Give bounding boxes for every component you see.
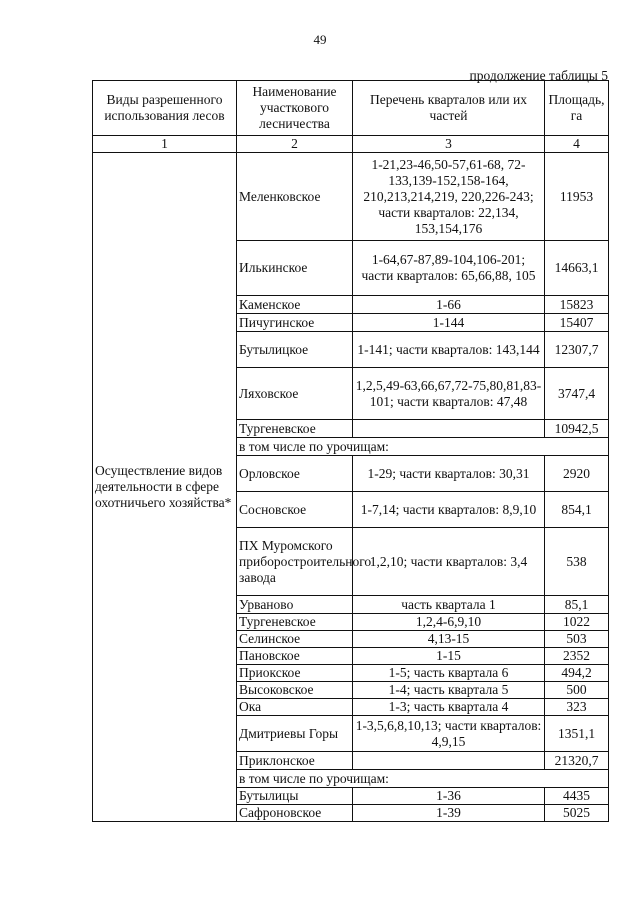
quarters-list: 1,2,4-6,9,10 [353, 614, 545, 631]
area-value: 14663,1 [545, 241, 609, 296]
quarters-list: 1-29; части кварталов: 30,31 [353, 456, 545, 492]
area-value: 1022 [545, 614, 609, 631]
area-value: 2920 [545, 456, 609, 492]
subheader-tracts: в том числе по урочищам: [237, 438, 609, 456]
page-number: 49 [313, 32, 327, 47]
quarters-list [353, 752, 545, 770]
area-value: 1351,1 [545, 716, 609, 752]
header-row [93, 81, 609, 136]
area-value: 500 [545, 682, 609, 699]
tract-name: Селинское [237, 631, 353, 648]
quarters-list: 1-7,14; части кварталов: 8,9,10 [353, 492, 545, 528]
column-number: 2 [237, 136, 353, 153]
tract-name: Пановское [237, 648, 353, 665]
quarters-list: 1-5; часть квартала 6 [353, 665, 545, 682]
quarters-list: 1-15 [353, 648, 545, 665]
column-number-row [93, 136, 609, 153]
district-name: Тургеневское [237, 420, 353, 438]
quarters-list: 1,2,10; части кварталов: 3,4 [353, 528, 545, 596]
area-value: 3747,4 [545, 368, 609, 420]
area-value: 10942,5 [545, 420, 609, 438]
quarters-list: 1-141; части кварталов: 143,144 [353, 332, 545, 368]
header-quarters: Перечень кварталов или их частей [353, 81, 545, 136]
tract-name: Сафроновское [237, 805, 353, 822]
district-name: Приклонское [237, 752, 353, 770]
quarters-list: 1-3; часть квартала 4 [353, 699, 545, 716]
district-name: Каменское [237, 296, 353, 314]
forest-use-table [92, 80, 609, 822]
tract-name: Дмитриевы Горы [237, 716, 353, 752]
area-value: 2352 [545, 648, 609, 665]
tract-name: Ока [237, 699, 353, 716]
table-row [93, 153, 609, 241]
area-value: 15823 [545, 296, 609, 314]
tract-name: ПХ Муромского приборостроительного завода [237, 528, 353, 596]
area-value: 4435 [545, 788, 609, 805]
header-area: Площадь, га [545, 81, 609, 136]
area-value: 11953 [545, 153, 609, 241]
tract-name: Тургеневское [237, 614, 353, 631]
quarters-list: 1-4; часть квартала 5 [353, 682, 545, 699]
area-value: 5025 [545, 805, 609, 822]
quarters-list: 1-3,5,6,8,10,13; части кварталов: 4,9,15 [353, 716, 545, 752]
quarters-list: 1-64,67-87,89-104,106-201; части кварталов: 65,66,88, 105 [353, 241, 545, 296]
tract-name: Сосновское [237, 492, 353, 528]
quarters-list: часть квартала 1 [353, 596, 545, 614]
area-value: 854,1 [545, 492, 609, 528]
area-value: 15407 [545, 314, 609, 332]
column-number: 3 [353, 136, 545, 153]
tract-name: Орловское [237, 456, 353, 492]
district-name: Ляховское [237, 368, 353, 420]
quarters-list: 1-144 [353, 314, 545, 332]
area-value: 12307,7 [545, 332, 609, 368]
tract-name: Бутылицы [237, 788, 353, 805]
area-value: 85,1 [545, 596, 609, 614]
tract-name: Приокское [237, 665, 353, 682]
header-district: Наименование участкового лесничества [237, 81, 353, 136]
area-value: 503 [545, 631, 609, 648]
district-name: Пичугинское [237, 314, 353, 332]
quarters-list: 1,2,5,49-63,66,67,72-75,80,81,83-101; части кварталов: 47,48 [353, 368, 545, 420]
quarters-list: 1-36 [353, 788, 545, 805]
area-value: 21320,7 [545, 752, 609, 770]
quarters-list [353, 420, 545, 438]
subheader-tracts: в том числе по урочищам: [237, 770, 609, 788]
area-value: 538 [545, 528, 609, 596]
area-value: 323 [545, 699, 609, 716]
quarters-list: 1-21,23-46,50-57,61-68, 72-133,139-152,158-164, 210,213,214,219, 220,226-243; части кварталов: 22,134, 153,154,176 [353, 153, 545, 241]
column-number: 4 [545, 136, 609, 153]
area-value: 494,2 [545, 665, 609, 682]
district-name: Илькинское [237, 241, 353, 296]
quarters-list: 4,13-15 [353, 631, 545, 648]
table-continuation-label: продолжение таблицы 5 [469, 68, 608, 83]
district-name: Меленковское [237, 153, 353, 241]
quarters-list: 1-66 [353, 296, 545, 314]
quarters-list: 1-39 [353, 805, 545, 822]
tract-name: Высоковское [237, 682, 353, 699]
column-number: 1 [93, 136, 237, 153]
tract-name: Урваново [237, 596, 353, 614]
use-type-cell: Осуществление видов деятельности в сфере охотничьего хозяйства* [93, 153, 237, 822]
district-name: Бутылицкое [237, 332, 353, 368]
header-use: Виды разрешенного использования лесов [93, 81, 237, 136]
